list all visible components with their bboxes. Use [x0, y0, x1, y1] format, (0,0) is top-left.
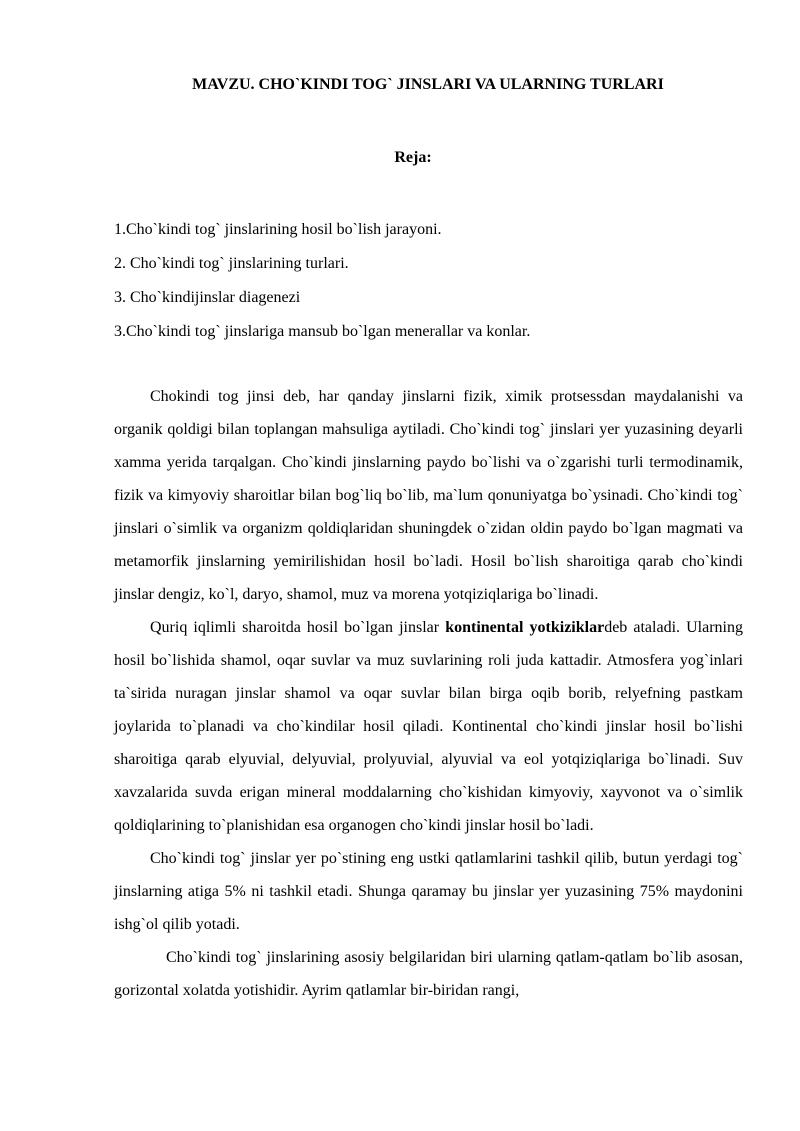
- plan-heading: Reja:: [394, 149, 432, 166]
- bold-term: kontinental yotkiziklar: [445, 619, 605, 636]
- paragraph: Cho`kindi tog` jinslar yer po`stining eng ustki qatlamlarini tashkil qilib, butun yerdagi tog` jinslarning atiga 5% ni tashkil etadi. Shunga qaramay bu jinslar yer yuzasining 75% maydonini ishg`ol qilib yotadi.: [114, 850, 743, 933]
- document-body: [114, 380, 743, 1007]
- plan-item: 3. Cho`kindijinslar diagenezi: [114, 289, 301, 306]
- plan-item: 2. Cho`kindi tog` jinslarining turlari.: [114, 255, 349, 272]
- paragraph: Chokindi tog jinsi deb, har qanday jinslarni fizik, ximik protsessdan maydalanishi va organik qoldigi bilan toplangan mahsuliga aytiladi. Cho`kindi tog` jinslari yer yuzasining deyarli xamma yerida tarqalgan. Cho`kindi jinslarning paydo bo`lishi va o`zgarishi turli termodinamik, fizik va kimyoviy sharoitlar bilan bog`liq bo`lib, ma`lum qonuniyatga bo`ysinadi. Cho`kindi tog` jinslari o`simlik va organizm qoldiqlaridan shuningdek o`zidan oldin paydo bo`lgan magmati va metamorfik jinslarning yemirilishidan hosil bo`ladi. Hosil bo`lish sharoitiga qarab cho`kindi jinslar dengiz, ko`l, daryo, shamol, muz va morena yotqiziqlariga bo`linadi.: [114, 388, 743, 603]
- document-title: MAVZU. CHO`KINDI TOG` JINSLARI VA ULARNING TURLARI: [192, 76, 664, 93]
- plan-item: 3.Cho`kindi tog` jinslariga mansub bo`lgan menerallar va konlar.: [114, 323, 531, 340]
- plan-item: 1.Cho`kindi tog` jinslarining hosil bo`lish jarayoni.: [114, 221, 442, 238]
- paragraph: [114, 611, 743, 842]
- plan-list: [114, 213, 530, 349]
- paragraph-text: deb ataladi. Ularning hosil bo`lishida shamol, oqar suvlar va muz suvlarining roli juda kattadir. Atmosfera yog`inlari ta`sirida nuragan jinslar shamol va oqar suvlar bilan birga oqib borib, relyefning pastkam joylarida to`planadi va cho`kindilar hosil qiladi. Kontinental cho`kindi jinslar hosil bo`lishi sharoitiga qarab elyuvial, delyuvial, prolyuvial, alyuvial va eol yotqiziqlariga bo`linadi. Suv xavzalarida suvda erigan mineral moddalarning cho`kishidan kimyoviy, xayvonot va o`simlik qoldiqlarining to`planishidan esa organogen cho`kindi jinslar hosil bo`ladi.: [114, 619, 743, 834]
- paragraph: Cho`kindi tog` jinslarining asosiy belgilaridan biri ularning qatlam-qatlam bo`lib asosan, gorizontal xolatda yotishidir. Ayrim qatlamlar bir-biridan rangi,: [114, 949, 743, 999]
- paragraph-text: Quriq iqlimli sharoitda hosil bo`lgan jinslar: [150, 619, 446, 636]
